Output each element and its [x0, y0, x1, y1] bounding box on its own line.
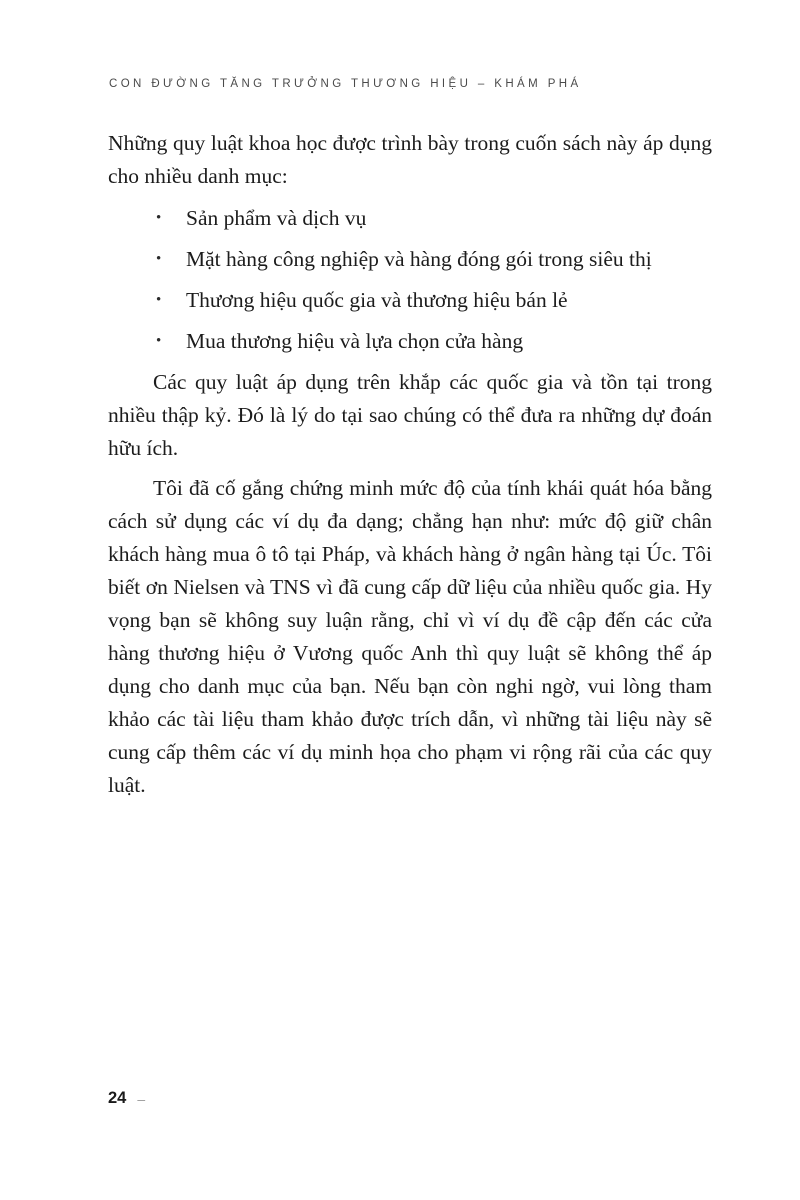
bullet-icon: •	[156, 292, 162, 308]
bullet-icon: •	[156, 333, 162, 349]
page-footer	[108, 1089, 145, 1108]
page-number: 24	[108, 1089, 127, 1107]
running-header: CON ĐƯỜNG TĂNG TRƯỞNG THƯƠNG HIỆU – KHÁM PHÁ	[109, 78, 582, 90]
bullet-icon: •	[156, 251, 162, 267]
footer-dash: –	[137, 1090, 146, 1107]
list-item-text: Thương hiệu quốc gia và thương hiệu bán lẻ	[186, 288, 568, 312]
intro-paragraph: Những quy luật khoa học được trình bày trong cuốn sách này áp dụng cho nhiều danh mục:	[108, 131, 712, 188]
paragraph-rules: Các quy luật áp dụng trên khắp các quốc gia và tồn tại trong nhiều thập kỷ. Đó là lý do tại sao chúng có thể đưa ra những dự đoán hữu ích.	[108, 370, 712, 460]
list-item	[108, 284, 712, 317]
list-item-text: Mua thương hiệu và lựa chọn cửa hàng	[186, 329, 524, 353]
list-item-text: Sản phẩm và dịch vụ	[186, 206, 367, 230]
paragraph-examples: Tôi đã cố gắng chứng minh mức độ của tính khái quát hóa bằng cách sử dụng các ví dụ đa dạng; chẳng hạn như: mức độ giữ chân khách hàng mua ô tô tại Pháp, và khách hàng ở ngân hàng tại Úc. Tôi biết ơn Nielsen và TNS vì đã cung cấp dữ liệu của nhiều quốc gia. Hy vọng bạn sẽ không suy luận rằng, chỉ vì ví dụ đề cập đến các cửa hàng thương hiệu ở Vương quốc Anh thì quy luật sẽ không thể áp dụng cho danh mục của bạn. Nếu bạn còn nghi ngờ, vui lòng tham khảo các tài liệu tham khảo được trích dẫn, vì những tài liệu này sẽ cung cấp thêm các ví dụ minh họa cho phạm vi rộng rãi của các quy luật.	[108, 476, 712, 797]
list-item-text: Mặt hàng công nghiệp và hàng đóng gói trong siêu thị	[186, 247, 652, 271]
list-item	[108, 243, 712, 276]
category-list	[108, 202, 712, 358]
page-body	[108, 127, 712, 802]
list-item	[108, 202, 712, 235]
bullet-icon: •	[156, 210, 162, 226]
list-item	[108, 325, 712, 358]
